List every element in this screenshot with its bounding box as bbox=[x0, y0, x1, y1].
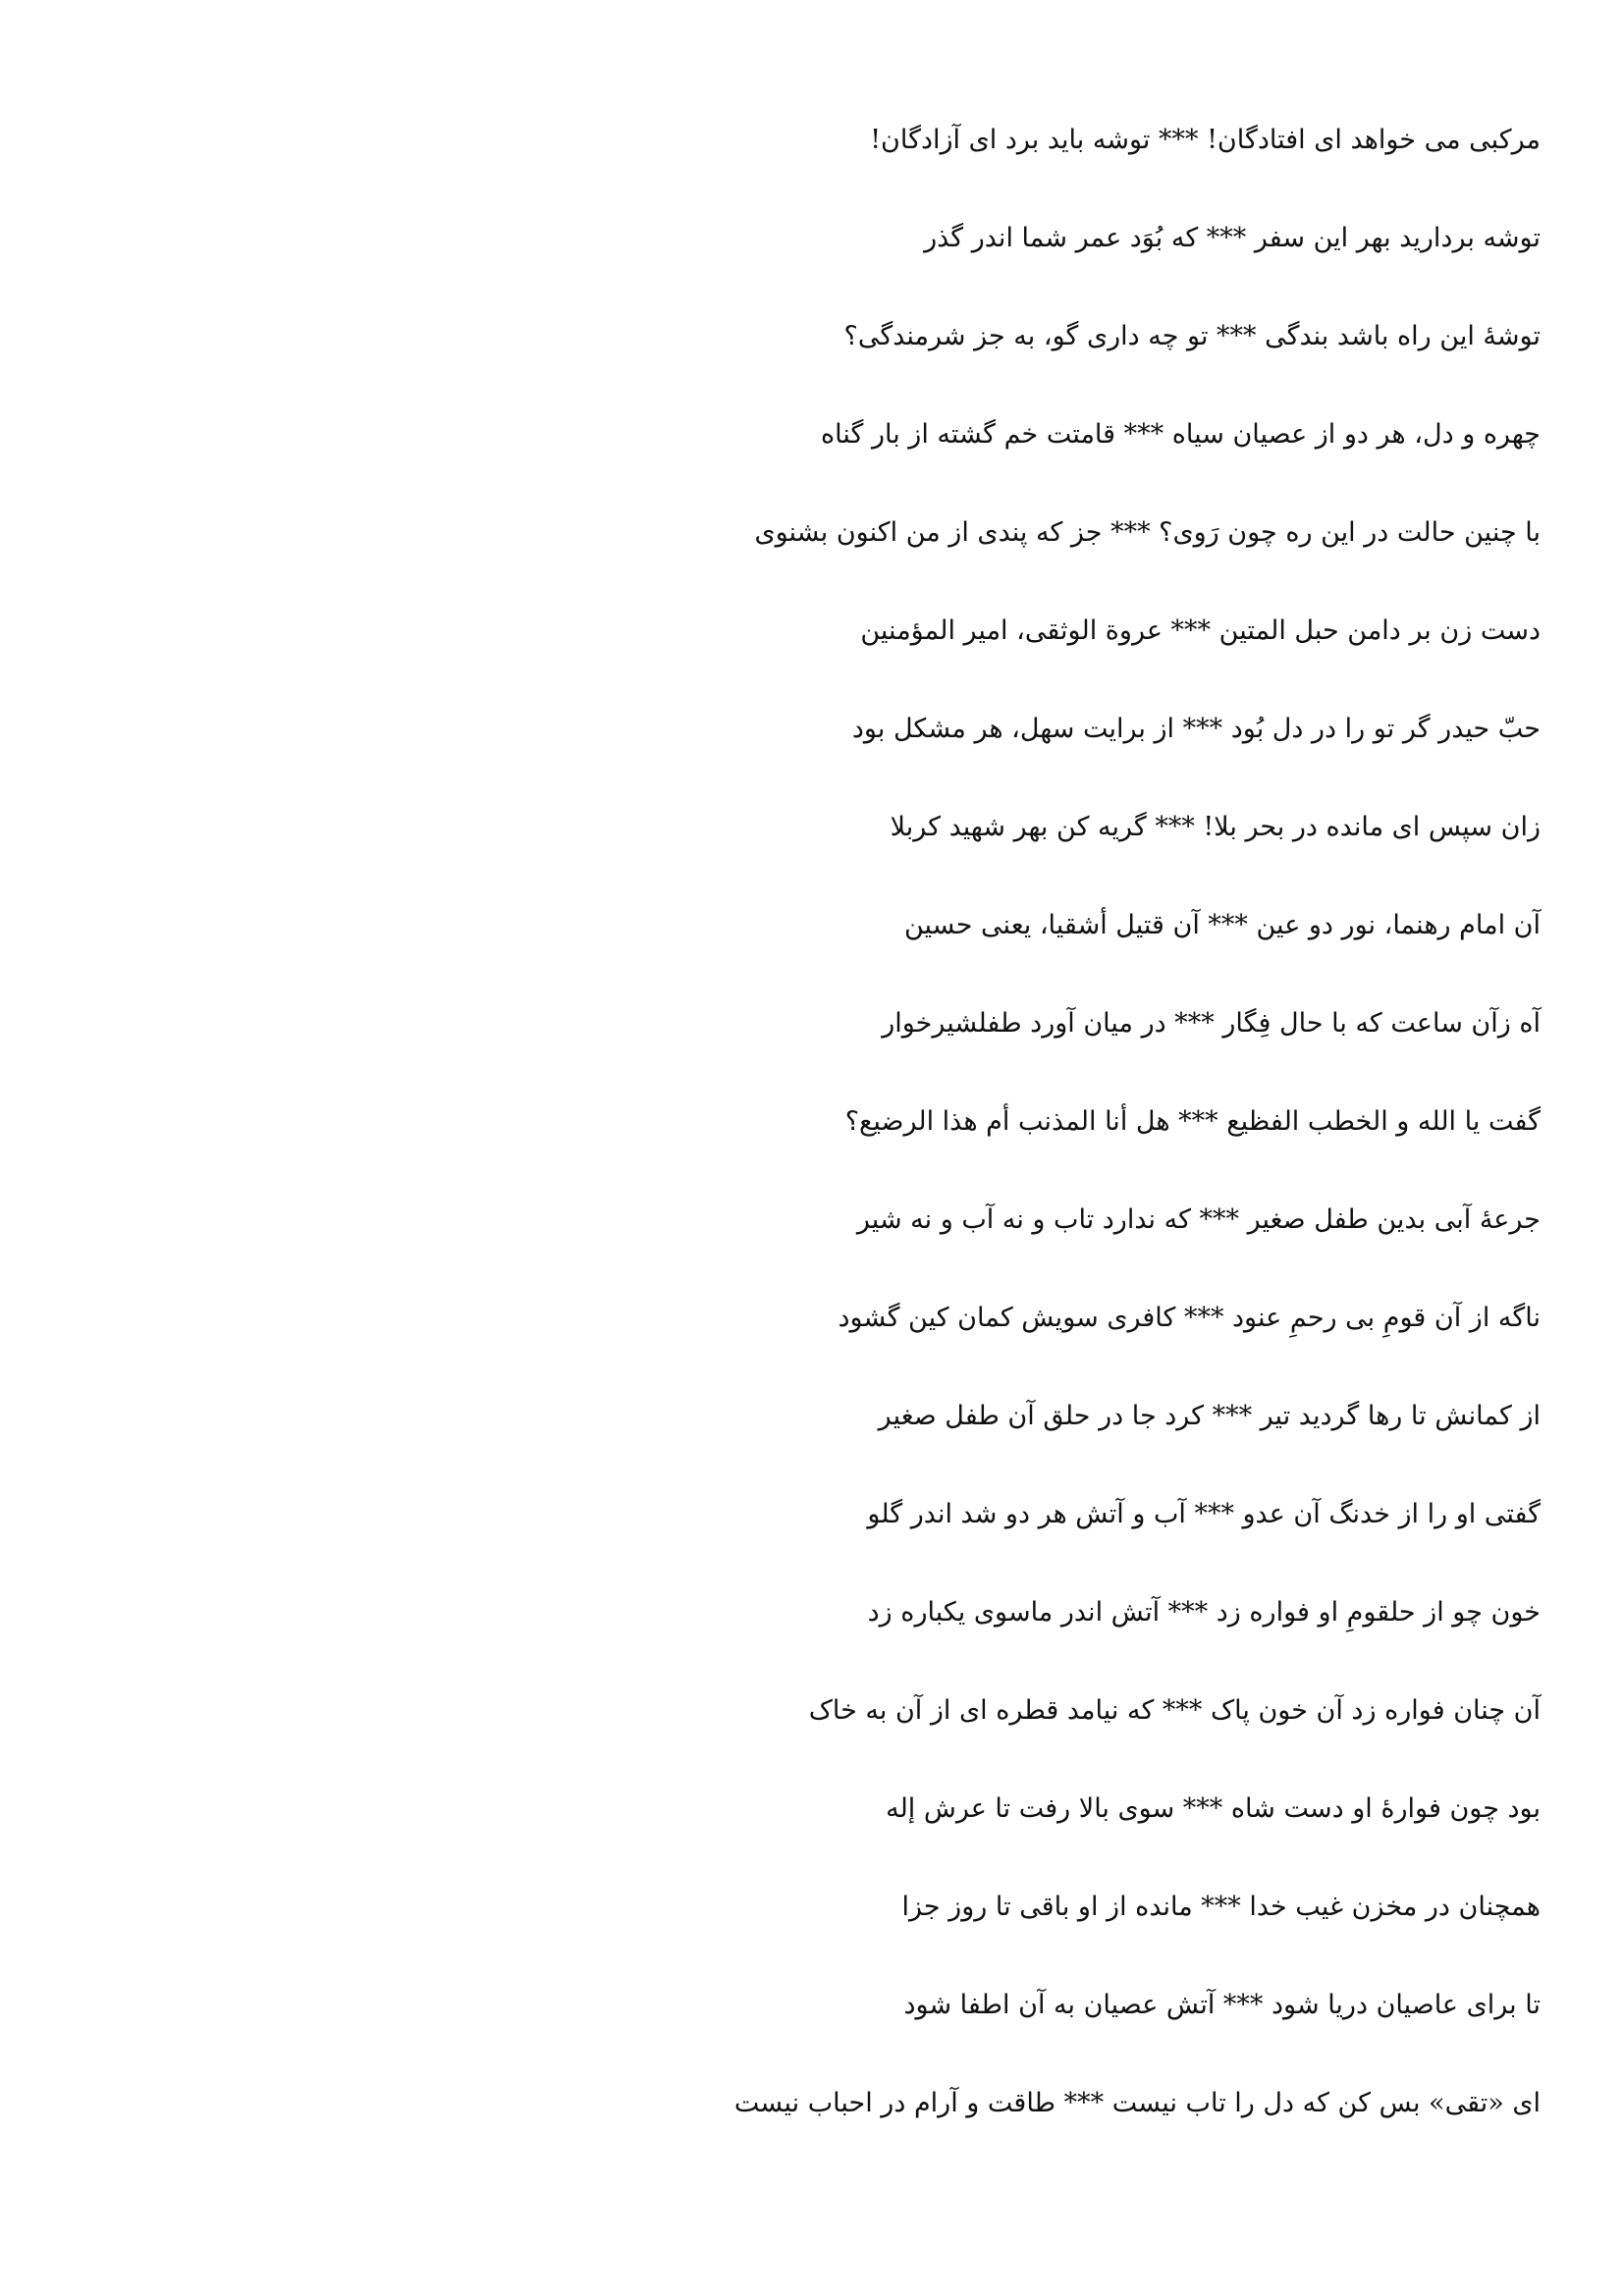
verse-line: گفت یا الله و الخطب الفظیع *** هل أنا المذنب أم هذا الرضیع؟ bbox=[844, 1106, 1541, 1137]
verse-line: خون چو از حلقومِ او فواره زد *** آتش اندر ماسوی یکباره زد bbox=[867, 1597, 1541, 1628]
verse-line: ای «تقی» بس کن که دل را تاب نیست *** طاقت و آرام در احباب نیست bbox=[733, 2088, 1541, 2118]
verse-line: زان سپس ای مانده در بحر بلا! *** گریه کن بهر شهید کربلا bbox=[890, 812, 1541, 842]
verse-line: آن چنان فواره زد آن خون پاک *** که نیامد قطره ای از آن به خاک bbox=[808, 1695, 1541, 1726]
verse-line: دست زن بر دامن حبل المتین *** عروة الوثقی، امیر المؤمنین bbox=[860, 615, 1541, 646]
poem-verses bbox=[460, 106, 1541, 2167]
verse-line: آن امام رهنما، نور دو عین *** آن قتیل أشقیا، یعنی حسین bbox=[903, 910, 1541, 940]
verse-line: همچنان در مخزن غیب خدا *** مانده از او باقی تا روز جزا bbox=[901, 1892, 1541, 1922]
verse-line: گفتی او را از خدنگ آن عدو *** آب و آتش هر دو شد اندر گلو bbox=[867, 1499, 1541, 1529]
verse-line: با چنین حالت در این ره چون رَوی؟ *** جز که پندی از من اکنون بشنوی bbox=[754, 517, 1541, 548]
verse-line: توشۀ این راه باشد بندگی *** تو چه داری گو، به جز شرمندگی؟ bbox=[843, 321, 1541, 351]
verse-line: چهره و دل، هر دو از عصیان سیاه *** قامتت خم گشته از بار گناه bbox=[820, 419, 1541, 450]
verse-line: ناگه از آن قومِ بی رحمِ عنود *** کافری سویش کمان کین گشود bbox=[838, 1303, 1541, 1333]
verse-line: توشه بردارید بهر این سفر *** که بُوَد عمر شما اندر گذر bbox=[924, 223, 1541, 253]
verse-line: از کمانش تا رها گردید تیر *** کرد جا در حلق آن طفل صغیر bbox=[878, 1401, 1541, 1431]
verse-line: حبّ حیدر گر تو را در دل بُود *** از برایت سهل، هر مشکل بود bbox=[851, 714, 1541, 744]
verse-line: آه زآن ساعت که با حال فِگار *** در میان آورد طفلشیرخوار bbox=[882, 1008, 1541, 1039]
verse-line: مرکبی می خواهد ای افتادگان! *** توشه باید برد ای آزادگان! bbox=[870, 125, 1541, 155]
verse-line: تا برای عاصیان دریا شود *** آتش عصیان به آن اطفا شود bbox=[903, 1990, 1541, 2020]
verse-line: بود چون فوارۀ او دست شاه *** سوی بالا رفت تا عرش إله bbox=[886, 1793, 1541, 1824]
verse-line: جرعۀ آبی بدین طفل صغیر *** که ندارد تاب و نه آب و نه شیر bbox=[856, 1204, 1541, 1235]
